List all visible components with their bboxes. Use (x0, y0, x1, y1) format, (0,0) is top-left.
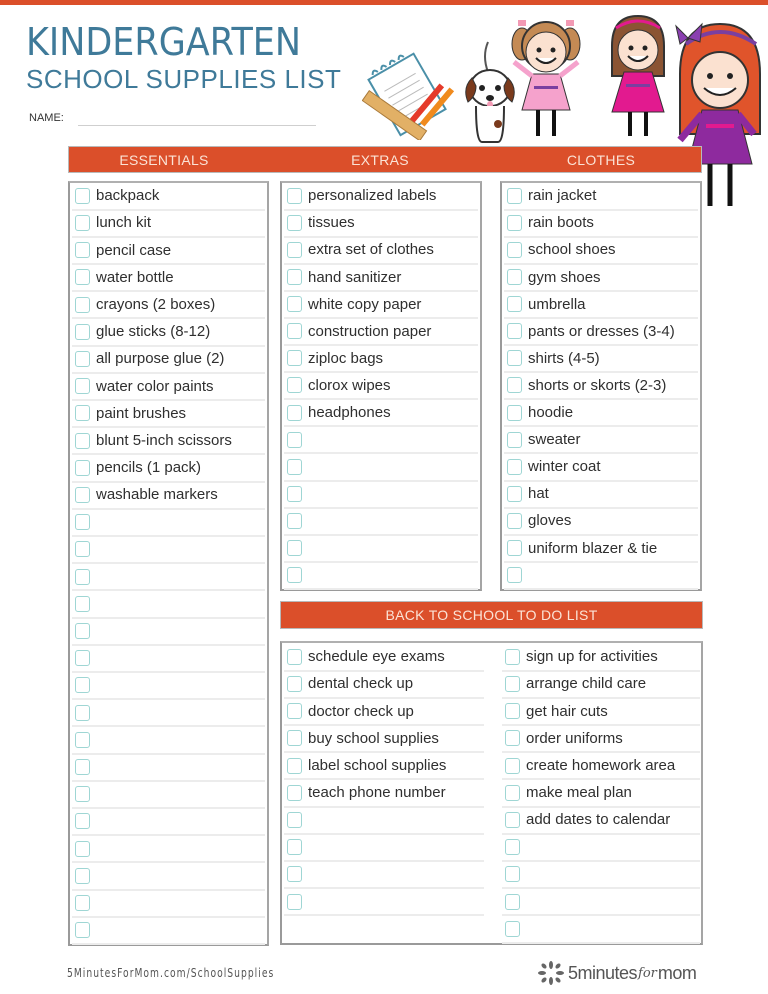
checkbox[interactable] (287, 513, 302, 529)
checklist-item[interactable] (72, 237, 265, 265)
checkbox[interactable] (507, 377, 522, 393)
checklist-item[interactable] (284, 454, 478, 482)
checklist-item[interactable] (72, 727, 265, 755)
item-label: clorox wipes (308, 376, 391, 394)
checkbox[interactable] (287, 567, 302, 583)
footer-url[interactable]: 5MinutesForMom.com/SchoolSupplies (67, 966, 275, 980)
checkbox[interactable] (75, 786, 90, 802)
item-label: rain jacket (528, 187, 597, 205)
checklist-item[interactable] (284, 427, 478, 455)
checkbox[interactable] (75, 297, 90, 313)
checklist-item[interactable] (504, 346, 698, 374)
checkbox[interactable] (507, 188, 522, 204)
item-label: washable markers (96, 486, 218, 504)
todo-title: BACK TO SCHOOL TO DO LIST (385, 607, 598, 623)
checkbox[interactable] (507, 405, 522, 421)
checklist-item[interactable] (284, 481, 478, 509)
checklist-item[interactable] (284, 862, 484, 890)
checklist-item[interactable] (284, 671, 484, 699)
checklist-item[interactable] (504, 427, 698, 455)
checkbox[interactable] (505, 785, 520, 801)
checklist-item[interactable] (284, 535, 478, 563)
item-label: teach phone number (308, 784, 446, 802)
checkbox[interactable] (287, 432, 302, 448)
item-label: glue sticks (8-12) (96, 323, 211, 341)
item-label: pencil case (96, 241, 172, 259)
checkbox[interactable] (507, 432, 522, 448)
checklist-item[interactable] (72, 428, 265, 456)
checkbox[interactable] (505, 839, 520, 855)
checklist-item[interactable] (504, 183, 698, 211)
checklist-item[interactable] (504, 264, 698, 292)
item-label: water bottle (96, 268, 174, 286)
checklist-item[interactable] (284, 264, 478, 292)
checkbox[interactable] (75, 378, 90, 394)
checkbox[interactable] (75, 895, 90, 911)
checkbox[interactable] (287, 377, 302, 393)
checklist-item[interactable] (504, 562, 698, 590)
checkbox[interactable] (287, 188, 302, 204)
checkbox[interactable] (75, 514, 90, 530)
checklist-item[interactable] (72, 537, 265, 565)
checkbox[interactable] (505, 894, 520, 910)
checklist-item[interactable] (502, 780, 700, 808)
checkbox[interactable] (505, 703, 520, 719)
item-label: shirts (4-5) (528, 349, 600, 367)
checklist-item[interactable] (284, 562, 478, 590)
checkbox[interactable] (507, 459, 522, 475)
checkbox[interactable] (507, 242, 522, 258)
item-label: rain boots (528, 214, 594, 232)
checklist-item[interactable] (504, 481, 698, 509)
checkbox[interactable] (75, 242, 90, 258)
checkbox[interactable] (75, 487, 90, 503)
item-label: umbrella (528, 295, 586, 313)
checklist-item[interactable] (72, 863, 265, 891)
item-label: make meal plan (526, 784, 632, 802)
checkbox[interactable] (75, 351, 90, 367)
checkbox[interactable] (287, 242, 302, 258)
item-label: sweater (528, 431, 581, 449)
checklist-item[interactable] (504, 373, 698, 401)
checkbox[interactable] (75, 813, 90, 829)
checkbox[interactable] (75, 623, 90, 639)
checkbox[interactable] (287, 649, 302, 665)
checklist-item[interactable] (72, 401, 265, 429)
checklist-item[interactable] (502, 889, 700, 917)
checklist-item[interactable] (502, 644, 700, 672)
checkbox[interactable] (287, 323, 302, 339)
checkbox[interactable] (75, 541, 90, 557)
checklist-item[interactable] (504, 291, 698, 319)
checklist-item[interactable] (284, 373, 478, 401)
page-title: KINDERGARTEN (26, 20, 302, 64)
checklist-item[interactable] (72, 809, 265, 837)
checkbox[interactable] (75, 460, 90, 476)
checkbox[interactable] (287, 785, 302, 801)
checkbox[interactable] (505, 758, 520, 774)
checklist-item[interactable] (284, 210, 478, 238)
item-label: hand sanitizer (308, 268, 402, 286)
checklist-item[interactable] (502, 862, 700, 890)
checklist-item[interactable] (72, 319, 265, 347)
item-label: label school supplies (308, 757, 447, 775)
checkbox[interactable] (505, 730, 520, 746)
checklist-item[interactable] (72, 265, 265, 293)
checklist-item[interactable] (72, 455, 265, 483)
checklist-item[interactable] (72, 509, 265, 537)
item-label: schedule eye exams (308, 648, 445, 666)
clothes-header: CLOTHES (566, 151, 636, 168)
checklist-item[interactable] (72, 781, 265, 809)
brand-suffix: mom (657, 962, 697, 983)
item-label: tissues (308, 214, 355, 232)
checklist-item[interactable] (284, 237, 478, 265)
checklist-item[interactable] (72, 890, 265, 918)
checkbox[interactable] (507, 567, 522, 583)
checkbox[interactable] (287, 405, 302, 421)
checklist-item[interactable] (284, 644, 484, 672)
essentials-list (68, 181, 269, 946)
checkbox[interactable] (505, 676, 520, 692)
checklist-item[interactable] (72, 482, 265, 510)
extras-list (280, 181, 482, 591)
checkbox[interactable] (75, 433, 90, 449)
item-label: construction paper (308, 322, 432, 340)
checklist-item[interactable] (72, 700, 265, 728)
checklist-item[interactable] (502, 671, 700, 699)
checklist-item[interactable] (502, 726, 700, 754)
checkbox[interactable] (75, 705, 90, 721)
item-label: backpack (96, 187, 160, 205)
checkbox[interactable] (75, 405, 90, 421)
checkbox[interactable] (75, 324, 90, 340)
item-label: arrange child care (526, 675, 647, 693)
checkbox[interactable] (505, 812, 520, 828)
item-label: paint brushes (96, 404, 187, 422)
item-label: school shoes (528, 241, 616, 259)
checkbox[interactable] (75, 677, 90, 693)
checkbox[interactable] (75, 215, 90, 231)
checkbox[interactable] (287, 866, 302, 882)
checkbox[interactable] (287, 730, 302, 746)
checklist-item[interactable] (72, 754, 265, 782)
checkbox[interactable] (505, 649, 520, 665)
item-label: gym shoes (528, 268, 601, 286)
checklist-item[interactable] (284, 780, 484, 808)
item-label: blunt 5-inch scissors (96, 432, 232, 450)
brand-for: for (638, 965, 657, 981)
checkbox[interactable] (75, 188, 90, 204)
checkbox[interactable] (75, 841, 90, 857)
brand-logo (538, 961, 696, 985)
checkbox[interactable] (75, 732, 90, 748)
todo-list (280, 641, 703, 945)
checkbox[interactable] (505, 921, 520, 937)
checklist-item[interactable] (72, 645, 265, 673)
checkbox[interactable] (287, 459, 302, 475)
checklist-item[interactable] (284, 889, 484, 917)
checkbox[interactable] (287, 486, 302, 502)
checklist-item[interactable] (502, 834, 700, 862)
checkbox[interactable] (287, 839, 302, 855)
checklist-item[interactable] (72, 183, 265, 211)
checkbox[interactable] (287, 812, 302, 828)
checklist-item[interactable] (502, 807, 700, 835)
checklist-item[interactable] (504, 400, 698, 428)
item-label: water color paints (96, 377, 214, 395)
checkbox[interactable] (75, 922, 90, 938)
top-accent-bar (0, 0, 768, 5)
item-label: order uniforms (526, 729, 623, 747)
girl-brown-hair-illustration (602, 10, 674, 140)
item-label: lunch kit (96, 214, 152, 232)
checkbox[interactable] (287, 676, 302, 692)
checklist-item[interactable] (504, 535, 698, 563)
name-field[interactable] (78, 125, 316, 126)
checkbox[interactable] (75, 868, 90, 884)
item-label: personalized labels (308, 187, 437, 205)
checklist-item[interactable] (72, 564, 265, 592)
checkbox[interactable] (287, 215, 302, 231)
item-label: gloves (528, 512, 572, 530)
item-label: crayons (2 boxes) (96, 296, 216, 314)
item-label: hat (528, 485, 549, 503)
item-label: buy school supplies (308, 729, 439, 747)
item-label: ziploc bags (308, 349, 384, 367)
item-label: winter coat (528, 458, 601, 476)
todo-header-bar (280, 601, 703, 629)
checklist-item[interactable] (284, 753, 484, 781)
checklist-item[interactable] (72, 836, 265, 864)
notepad-ruler-pencils-illustration (362, 50, 462, 140)
checklist-item[interactable] (502, 753, 700, 781)
checkbox[interactable] (507, 323, 522, 339)
item-label: create homework area (526, 757, 676, 775)
checkbox[interactable] (287, 758, 302, 774)
checklist-item[interactable] (284, 291, 478, 319)
item-label: pencils (1 pack) (96, 459, 202, 477)
item-label: headphones (308, 404, 391, 422)
checklist-item[interactable] (284, 508, 478, 536)
checklist-item[interactable] (284, 807, 484, 835)
checklist-item[interactable] (72, 373, 265, 401)
item-label: white copy paper (308, 295, 422, 313)
checkbox[interactable] (507, 296, 522, 312)
checklist-item[interactable] (502, 916, 700, 944)
item-label: pants or dresses (3-4) (528, 322, 675, 340)
checklist-item[interactable] (72, 346, 265, 374)
extras-header: EXTRAS (351, 151, 409, 168)
item-label: sign up for activities (526, 648, 658, 666)
essentials-header: ESSENTIALS (119, 151, 209, 168)
checklist-item[interactable] (504, 508, 698, 536)
checklist-item[interactable] (284, 834, 484, 862)
checkbox[interactable] (75, 569, 90, 585)
checklist-item[interactable] (284, 400, 478, 428)
checklist-item[interactable] (504, 319, 698, 347)
supplies-header-bar (68, 146, 702, 173)
girl-pigtails-illustration (508, 10, 584, 140)
checkbox[interactable] (507, 486, 522, 502)
checkbox[interactable] (75, 596, 90, 612)
flower-logo-icon (538, 961, 564, 985)
checklist-item[interactable] (72, 673, 265, 701)
checklist-item[interactable] (72, 591, 265, 619)
checklist-item[interactable] (72, 292, 265, 320)
checklist-item[interactable] (504, 210, 698, 238)
item-label: all purpose glue (2) (96, 350, 225, 368)
name-label: NAME: (29, 112, 64, 124)
checkbox[interactable] (287, 703, 302, 719)
item-label: uniform blazer & tie (528, 539, 658, 557)
checklist-item[interactable] (504, 237, 698, 265)
clothes-list (500, 181, 702, 591)
checkbox[interactable] (287, 894, 302, 910)
item-label: extra set of clothes (308, 241, 434, 259)
checklist-item[interactable] (72, 618, 265, 646)
item-label: add dates to calendar (526, 811, 671, 829)
item-label: shorts or skorts (2-3) (528, 376, 667, 394)
checkbox[interactable] (507, 269, 522, 285)
checklist-item[interactable] (284, 346, 478, 374)
checklist-item[interactable] (284, 319, 478, 347)
brand-prefix: 5minutes (568, 962, 638, 983)
checkbox[interactable] (505, 866, 520, 882)
item-label: dental check up (308, 675, 414, 693)
checkbox[interactable] (75, 650, 90, 666)
checklist-item[interactable] (72, 917, 265, 945)
checkbox[interactable] (287, 350, 302, 366)
checklist-item[interactable] (72, 210, 265, 238)
item-label: doctor check up (308, 702, 414, 720)
checkbox[interactable] (507, 350, 522, 366)
checkbox[interactable] (507, 540, 522, 556)
checkbox[interactable] (287, 540, 302, 556)
checkbox[interactable] (75, 269, 90, 285)
checkbox[interactable] (287, 269, 302, 285)
page-subtitle: SCHOOL SUPPLIES LIST (26, 64, 342, 94)
checklist-item[interactable] (284, 183, 478, 211)
checklist-item[interactable] (504, 454, 698, 482)
checkbox[interactable] (507, 513, 522, 529)
checklist-item[interactable] (284, 726, 484, 754)
checkbox[interactable] (287, 296, 302, 312)
checklist-item[interactable] (284, 698, 484, 726)
checklist-item[interactable] (502, 698, 700, 726)
checkbox[interactable] (75, 759, 90, 775)
item-label: get hair cuts (526, 702, 608, 720)
checkbox[interactable] (507, 215, 522, 231)
item-label: hoodie (528, 404, 574, 422)
